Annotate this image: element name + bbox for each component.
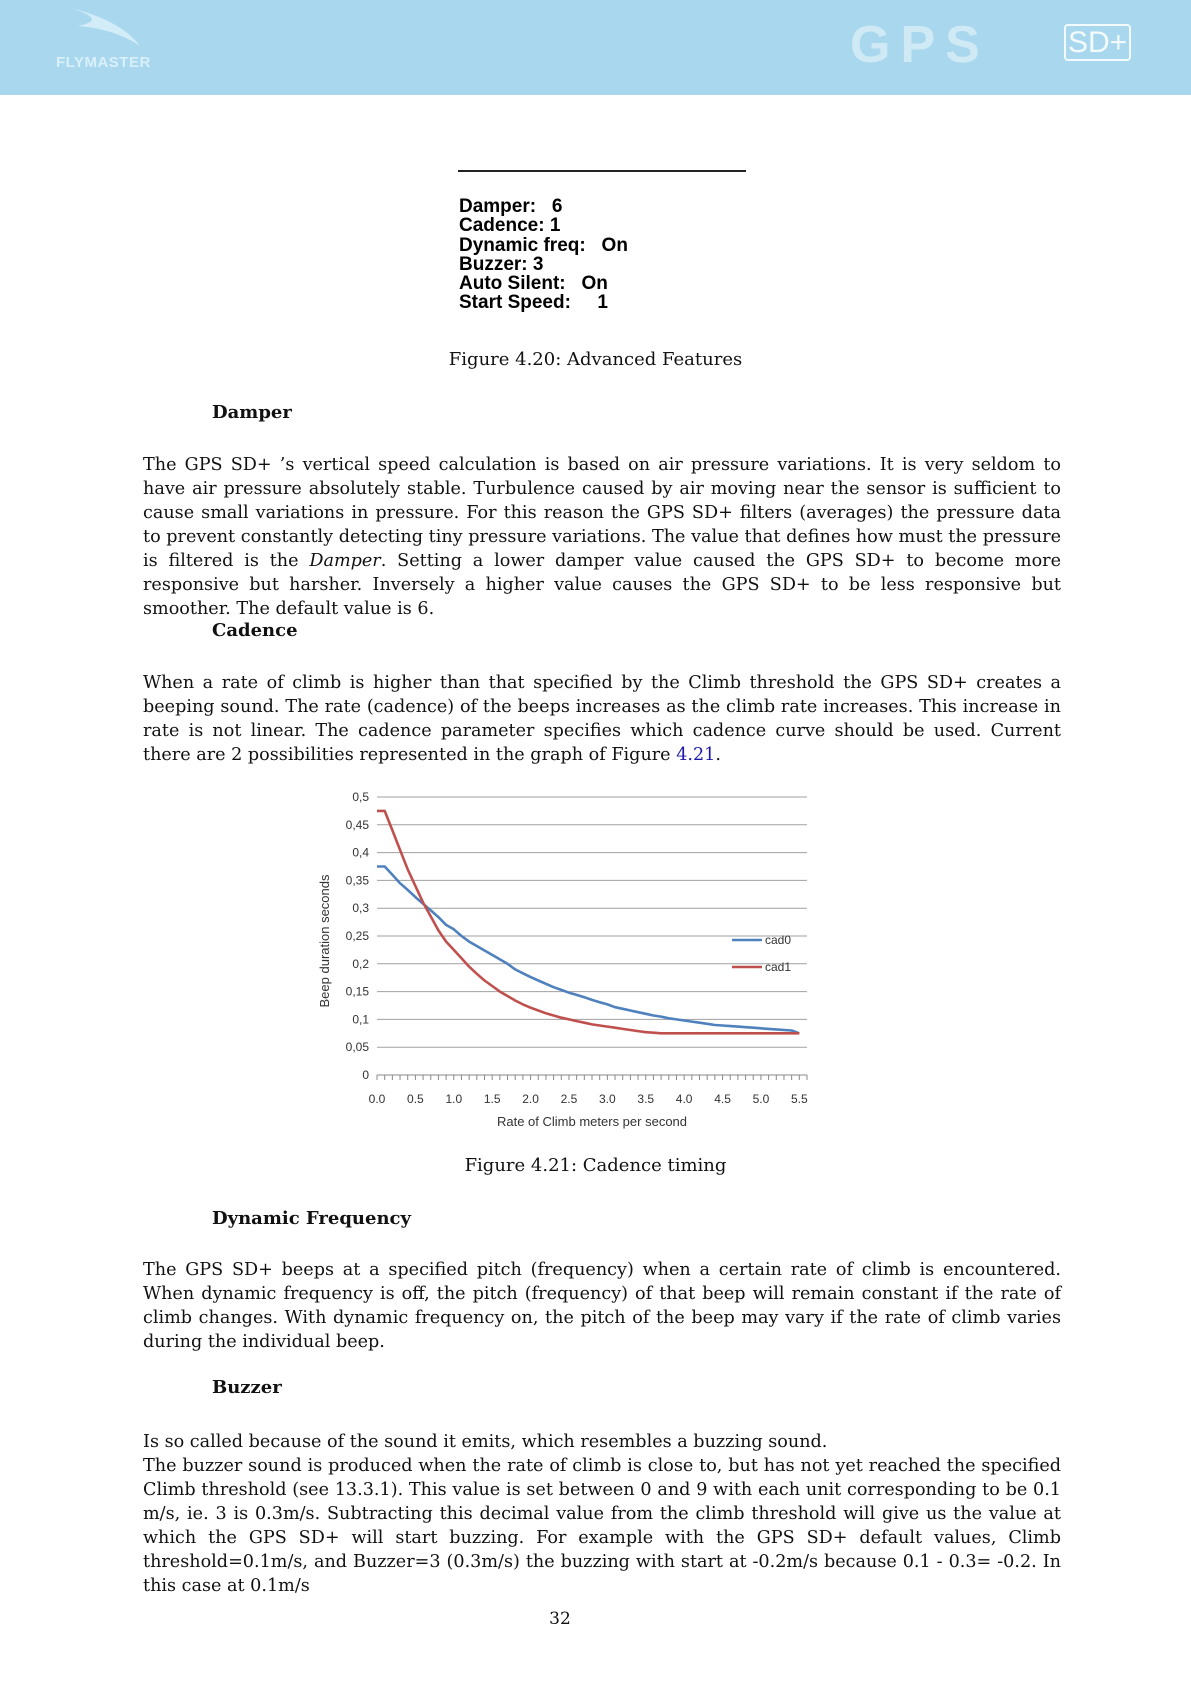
y-tick-label: 0,4 — [352, 845, 369, 860]
x-tick-label: 4.5 — [714, 1092, 731, 1106]
y-tick-label: 0,35 — [345, 873, 369, 888]
setting-row: Dynamic freq: On — [459, 234, 628, 256]
x-tick-label: 0.0 — [368, 1092, 386, 1106]
cadence-timing-chart — [310, 782, 830, 1140]
wing-logo-icon — [70, 6, 150, 51]
y-tick-label: 0,3 — [352, 901, 369, 916]
figure-4-20-caption: Figure 4.20: Advanced Features — [448, 349, 743, 370]
legend-label-cad1: cad1 — [765, 960, 792, 974]
buzzer-intro-line: Is so called because of the sound it emits, which resembles a buzzing sound. — [143, 1432, 828, 1452]
x-tick-label: 5.0 — [752, 1092, 770, 1106]
x-tick-label: 0.5 — [407, 1092, 424, 1106]
y-tick-label: 0,1 — [352, 1012, 369, 1027]
figure-4-21-caption: Figure 4.21: Cadence timing — [464, 1155, 727, 1176]
buzzer-heading: Buzzer — [212, 1377, 282, 1398]
right-brand-suffix: SD+ — [1064, 26, 1131, 60]
x-tick-label: 2.0 — [522, 1092, 539, 1106]
advanced-features-screen — [459, 197, 628, 313]
series-line-cad1 — [377, 811, 799, 1033]
setting-row: Start Speed: 1 — [459, 292, 608, 314]
damper-heading: Damper — [212, 402, 292, 423]
right-brand-text: GPS — [850, 16, 990, 74]
y-tick-label: 0,2 — [352, 956, 369, 971]
page-header — [0, 0, 1191, 95]
y-tick-label: 0,45 — [345, 817, 369, 832]
x-tick-label: 1.5 — [483, 1092, 501, 1106]
cadence-heading: Cadence — [212, 620, 298, 641]
x-tick-label: 2.5 — [560, 1092, 578, 1106]
setting-row: Auto Silent: On — [459, 273, 608, 295]
buzzer-paragraph: The buzzer sound is produced when the rate of climb is close to, but has not yet reached the specified Climb threshold (see 13.3.1). This value is set between 0 and 9 with each unit corresponding to be 0.1 m/s, ie. 3 is 0.3m/s. Subtracting this decimal value from the climb threshold will give us the value at which the GPS SD+ will start buzzing. For example with the GPS SD+ default values, Climb threshold=0.1m/s, and Buzzer=3 (0.3m/s) the buzzing with start at -0.2m/s because 0.1 - 0.3= -0.2. In this case at 0.1m/s — [143, 1456, 1061, 1596]
x-tick-label: 3.0 — [599, 1092, 616, 1106]
damper-paragraph: The GPS SD+ ’s vertical speed calculation is based on air pressure variations. It is very seldom to have air pressure absolutely stable. Turbulence caused by air moving near the sensor is sufficient to cause small variations in pressure. For this reason the GPS SD+ filters (averages) the pressure data to prevent constantly detecting tiny pressure variations. The value that defines how must the pressure is filtered is the Damper. Setting a lower damper value caused the GPS SD+ to become more responsive but harsher. Inversely a higher value causes the GPS SD+ to be less responsive but smoother. The default value is 6. — [143, 455, 1061, 619]
x-tick-label: 1.0 — [445, 1092, 463, 1106]
setting-row: Cadence: 1 — [459, 215, 561, 237]
setting-row: Buzzer: 3 — [459, 253, 544, 275]
dynamic-frequency-heading: Dynamic Frequency — [212, 1208, 411, 1229]
x-axis-title: Rate of Climb meters per second — [496, 1114, 688, 1129]
flymaster-logo — [50, 6, 180, 76]
legend-label-cad0: cad0 — [765, 933, 792, 947]
y-tick-label: 0,5 — [352, 790, 369, 804]
x-tick-label: 3.5 — [637, 1092, 655, 1106]
y-tick-label: 0 — [362, 1068, 369, 1082]
cadence-paragraph: When a rate of climb is higher than that specified by the Climb threshold the GPS SD+ creates a beeping sound. The rate (cadence) of the beeps increases as the climb rate increases. This increase in rate is not linear. The cadence parameter specifies which cadence curve should be used. Current there are 2 possibilities represented in the graph of Figure 4.21. — [143, 673, 1061, 765]
gps-sd-logo — [850, 16, 1150, 74]
left-brand-text: FLYMASTER — [56, 54, 151, 71]
setting-row: Damper: 6 — [459, 196, 563, 217]
figure-4-21-link[interactable]: 4.21 — [676, 745, 716, 765]
y-tick-label: 0,15 — [345, 984, 369, 999]
dynamic-frequency-paragraph: The GPS SD+ beeps at a specified pitch (frequency) when a certain rate of climb is encountered. When dynamic frequency is off, the pitch (frequency) of that beep will remain constant if the rate of climb changes. With dynamic frequency on, the pitch of the beep may vary if the rate of climb varies during the individual beep. — [143, 1260, 1061, 1352]
y-axis-title: Beep duration seconds — [317, 874, 332, 1008]
x-tick-label: 5.5 — [790, 1092, 808, 1106]
x-tick-label: 4.0 — [675, 1092, 693, 1106]
y-tick-label: 0,05 — [345, 1040, 369, 1055]
lcd-divider — [458, 170, 746, 172]
page-number: 32 — [549, 1609, 571, 1629]
y-tick-label: 0,25 — [345, 929, 369, 943]
series-line-cad0 — [377, 867, 799, 1034]
